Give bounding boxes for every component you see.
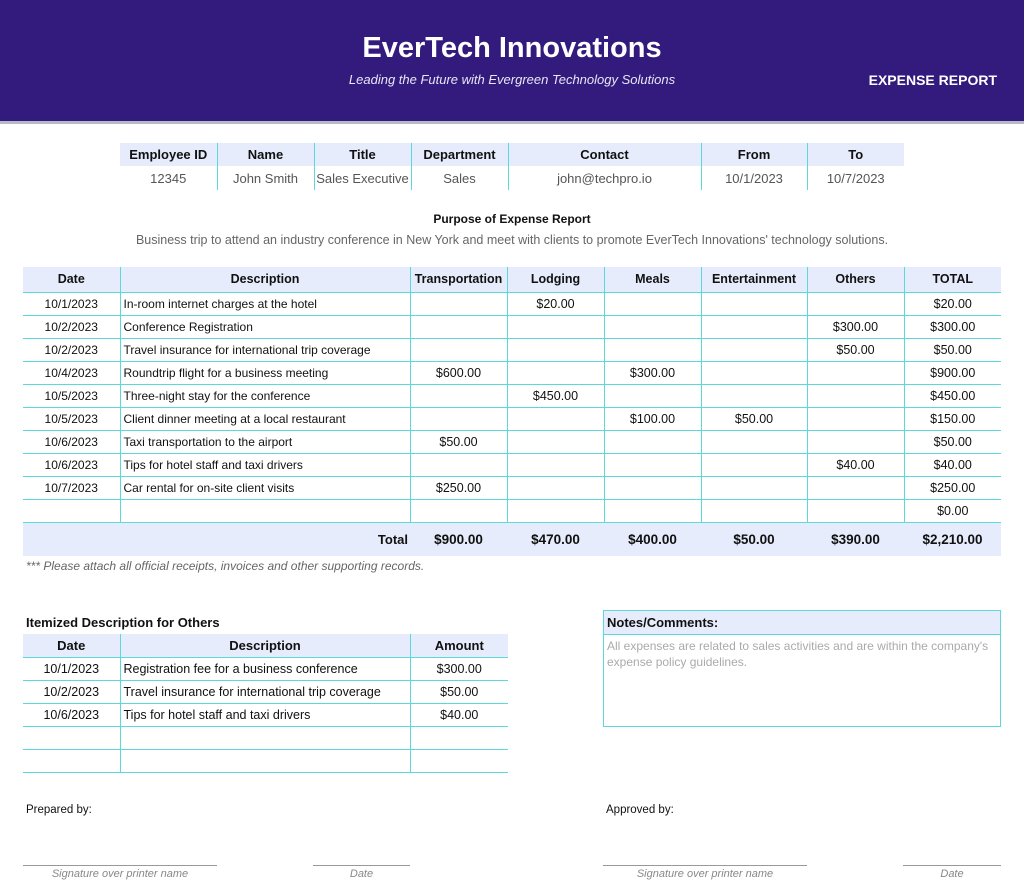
expense-column-header: Lodging <box>507 267 604 292</box>
employee-name: John Smith <box>217 166 314 190</box>
expense-cell: 10/5/2023 <box>23 384 120 407</box>
expense-column-header: TOTAL <box>904 267 1001 292</box>
expense-cell <box>507 476 604 499</box>
expense-total-row <box>23 522 1001 556</box>
itemized-cell <box>410 726 508 749</box>
expense-cell: 10/1/2023 <box>23 292 120 315</box>
expense-cell <box>507 453 604 476</box>
prepared-signature-line <box>23 865 217 866</box>
notes-title: Notes/Comments: <box>604 611 1000 635</box>
expense-cell: $250.00 <box>904 476 1001 499</box>
expense-cell: Roundtrip flight for a business meeting <box>120 361 410 384</box>
expense-cell: $50.00 <box>904 338 1001 361</box>
expense-cell: $300.00 <box>807 315 904 338</box>
expense-total-value: $400.00 <box>604 522 701 556</box>
expense-cell <box>701 384 807 407</box>
expense-total-value: $900.00 <box>410 522 507 556</box>
expense-cell: $450.00 <box>904 384 1001 407</box>
expense-row <box>23 338 1001 361</box>
expense-cell <box>410 315 507 338</box>
expense-cell: $450.00 <box>507 384 604 407</box>
itemized-cell <box>23 749 120 772</box>
itemized-row <box>23 680 508 703</box>
purpose-title: Purpose of Expense Report <box>433 212 591 226</box>
expense-cell: 10/5/2023 <box>23 407 120 430</box>
expense-row <box>23 384 1001 407</box>
expense-total-label: Total <box>23 522 410 556</box>
company-name: EverTech Innovations <box>362 32 662 64</box>
expense-cell: $40.00 <box>904 453 1001 476</box>
expense-row <box>23 292 1001 315</box>
expense-cell: $20.00 <box>507 292 604 315</box>
expense-cell <box>410 407 507 430</box>
expense-cell <box>507 361 604 384</box>
report-title: EXPENSE REPORT <box>868 72 997 88</box>
expense-cell <box>604 476 701 499</box>
expense-cell <box>701 338 807 361</box>
expense-header-row <box>23 267 1001 292</box>
expense-cell: 10/4/2023 <box>23 361 120 384</box>
expense-cell: $0.00 <box>904 499 1001 522</box>
expense-cell: $150.00 <box>904 407 1001 430</box>
company-tagline: Leading the Future with Evergreen Technology Solutions <box>348 72 676 87</box>
expense-cell <box>23 499 120 522</box>
expense-total-value: $390.00 <box>807 522 904 556</box>
expense-cell: $50.00 <box>904 430 1001 453</box>
expense-row <box>23 453 1001 476</box>
expense-cell: Conference Registration <box>120 315 410 338</box>
report-header <box>0 0 1024 124</box>
expense-cell <box>807 430 904 453</box>
expense-column-header: Date <box>23 267 120 292</box>
expense-cell: 10/2/2023 <box>23 338 120 361</box>
expense-cell: $50.00 <box>410 430 507 453</box>
itemized-row <box>23 703 508 726</box>
employee-header-to: To <box>807 143 904 166</box>
itemized-cell: 10/1/2023 <box>23 657 120 680</box>
expense-cell <box>701 476 807 499</box>
itemized-cell: 10/2/2023 <box>23 680 120 703</box>
employee-contact: john@techpro.io <box>508 166 701 190</box>
expense-column-header: Description <box>120 267 410 292</box>
expense-cell <box>507 430 604 453</box>
expense-total-value: $2,210.00 <box>904 522 1001 556</box>
expense-cell: Tips for hotel staff and taxi drivers <box>120 453 410 476</box>
expense-cell <box>507 407 604 430</box>
expense-row <box>23 430 1001 453</box>
itemized-column-header: Amount <box>410 634 508 657</box>
itemized-cell: $50.00 <box>410 680 508 703</box>
employee-id: 12345 <box>120 166 217 190</box>
expense-cell <box>701 430 807 453</box>
expense-cell <box>507 499 604 522</box>
expense-cell: Taxi transportation to the airport <box>120 430 410 453</box>
expense-cell: Client dinner meeting at a local restaurant <box>120 407 410 430</box>
expense-cell <box>701 499 807 522</box>
itemized-cell: Tips for hotel staff and taxi drivers <box>120 703 410 726</box>
expense-cell <box>410 338 507 361</box>
expense-cell <box>807 499 904 522</box>
expense-cell: $300.00 <box>604 361 701 384</box>
approved-date-caption: Date <box>940 868 964 880</box>
expense-cell <box>604 315 701 338</box>
expense-cell <box>507 338 604 361</box>
expense-total-value: $50.00 <box>701 522 807 556</box>
expense-cell: 10/6/2023 <box>23 430 120 453</box>
expense-column-header: Entertainment <box>701 267 807 292</box>
itemized-cell <box>120 749 410 772</box>
employee-header-title: Title <box>314 143 411 166</box>
expense-row <box>23 476 1001 499</box>
expense-row <box>23 361 1001 384</box>
expense-cell <box>807 384 904 407</box>
expense-cell <box>807 292 904 315</box>
employee-header-id: Employee ID <box>120 143 217 166</box>
expense-cell <box>807 476 904 499</box>
employee-header-from: From <box>701 143 807 166</box>
itemized-cell <box>410 749 508 772</box>
employee-info-table <box>120 143 904 190</box>
itemized-cell <box>120 726 410 749</box>
expense-cell <box>807 361 904 384</box>
itemized-header-row <box>23 634 508 657</box>
itemized-row <box>23 749 508 772</box>
expense-cell: Three-night stay for the conference <box>120 384 410 407</box>
expense-cell <box>604 338 701 361</box>
expense-cell <box>701 315 807 338</box>
employee-header-department: Department <box>411 143 508 166</box>
expense-cell: $40.00 <box>807 453 904 476</box>
expense-cell <box>120 499 410 522</box>
expense-cell <box>604 384 701 407</box>
expense-cell <box>701 361 807 384</box>
itemized-cell: Travel insurance for international trip coverage <box>120 680 410 703</box>
expense-column-header: Transportation <box>410 267 507 292</box>
expense-row <box>23 315 1001 338</box>
itemized-cell: $300.00 <box>410 657 508 680</box>
itemized-cell: 10/6/2023 <box>23 703 120 726</box>
approved-by-label: Approved by: <box>606 804 674 816</box>
expense-total-value: $470.00 <box>507 522 604 556</box>
notes-text: All expenses are related to sales activities and are within the company's expense policy guidelines. <box>607 639 989 669</box>
expense-cell: Car rental for on-site client visits <box>120 476 410 499</box>
itemized-column-header: Date <box>23 634 120 657</box>
employee-title: Sales Executive <box>314 166 411 190</box>
expense-cell <box>410 292 507 315</box>
expense-cell <box>807 407 904 430</box>
approved-date-line <box>903 865 1001 866</box>
expense-row <box>23 407 1001 430</box>
expense-cell <box>701 292 807 315</box>
itemized-cell: $40.00 <box>410 703 508 726</box>
expense-cell <box>507 315 604 338</box>
expense-cell: In-room internet charges at the hotel <box>120 292 410 315</box>
expense-cell: $50.00 <box>701 407 807 430</box>
employee-header-contact: Contact <box>508 143 701 166</box>
expense-cell: $300.00 <box>904 315 1001 338</box>
expense-cell: $100.00 <box>604 407 701 430</box>
employee-department: Sales <box>411 166 508 190</box>
prepared-signature-caption: Signature over printer name <box>51 868 189 880</box>
itemized-cell: Registration fee for a business conference <box>120 657 410 680</box>
expense-cell <box>604 453 701 476</box>
approved-signature-line <box>603 865 807 866</box>
itemized-row <box>23 726 508 749</box>
itemized-row <box>23 657 508 680</box>
prepared-date-caption: Date <box>349 868 374 880</box>
receipt-note: *** Please attach all official receipts, invoices and other supporting records. <box>26 559 425 573</box>
expense-cell <box>604 292 701 315</box>
expense-cell: $600.00 <box>410 361 507 384</box>
purpose-text: Business trip to attend an industry conference in New York and meet with clients to promote EverTech Innovations' technology solutions. <box>135 233 889 247</box>
expense-cell <box>410 384 507 407</box>
employee-to-date: 10/7/2023 <box>826 170 885 186</box>
approved-signature-caption: Signature over printer name <box>636 868 774 880</box>
expense-cell: $50.00 <box>807 338 904 361</box>
expense-table <box>23 267 1001 556</box>
prepared-date-line <box>313 865 410 866</box>
employee-header-name: Name <box>217 143 314 166</box>
itemized-table <box>23 634 508 773</box>
expense-column-header: Others <box>807 267 904 292</box>
prepared-by-label: Prepared by: <box>26 804 92 816</box>
expense-cell <box>701 453 807 476</box>
expense-cell: 10/7/2023 <box>23 476 120 499</box>
expense-cell <box>410 453 507 476</box>
expense-row <box>23 499 1001 522</box>
expense-cell <box>604 430 701 453</box>
expense-cell: $20.00 <box>904 292 1001 315</box>
itemized-column-header: Description <box>120 634 410 657</box>
expense-cell: $250.00 <box>410 476 507 499</box>
itemized-title: Itemized Description for Others <box>26 615 220 630</box>
itemized-cell <box>23 726 120 749</box>
expense-cell: 10/6/2023 <box>23 453 120 476</box>
expense-cell: 10/2/2023 <box>23 315 120 338</box>
expense-column-header: Meals <box>604 267 701 292</box>
expense-cell <box>604 499 701 522</box>
notes-box[interactable] <box>603 610 1001 727</box>
expense-cell <box>410 499 507 522</box>
expense-cell: Travel insurance for international trip coverage <box>120 338 410 361</box>
expense-cell: $900.00 <box>904 361 1001 384</box>
employee-from-date: 10/1/2023 <box>701 166 807 190</box>
